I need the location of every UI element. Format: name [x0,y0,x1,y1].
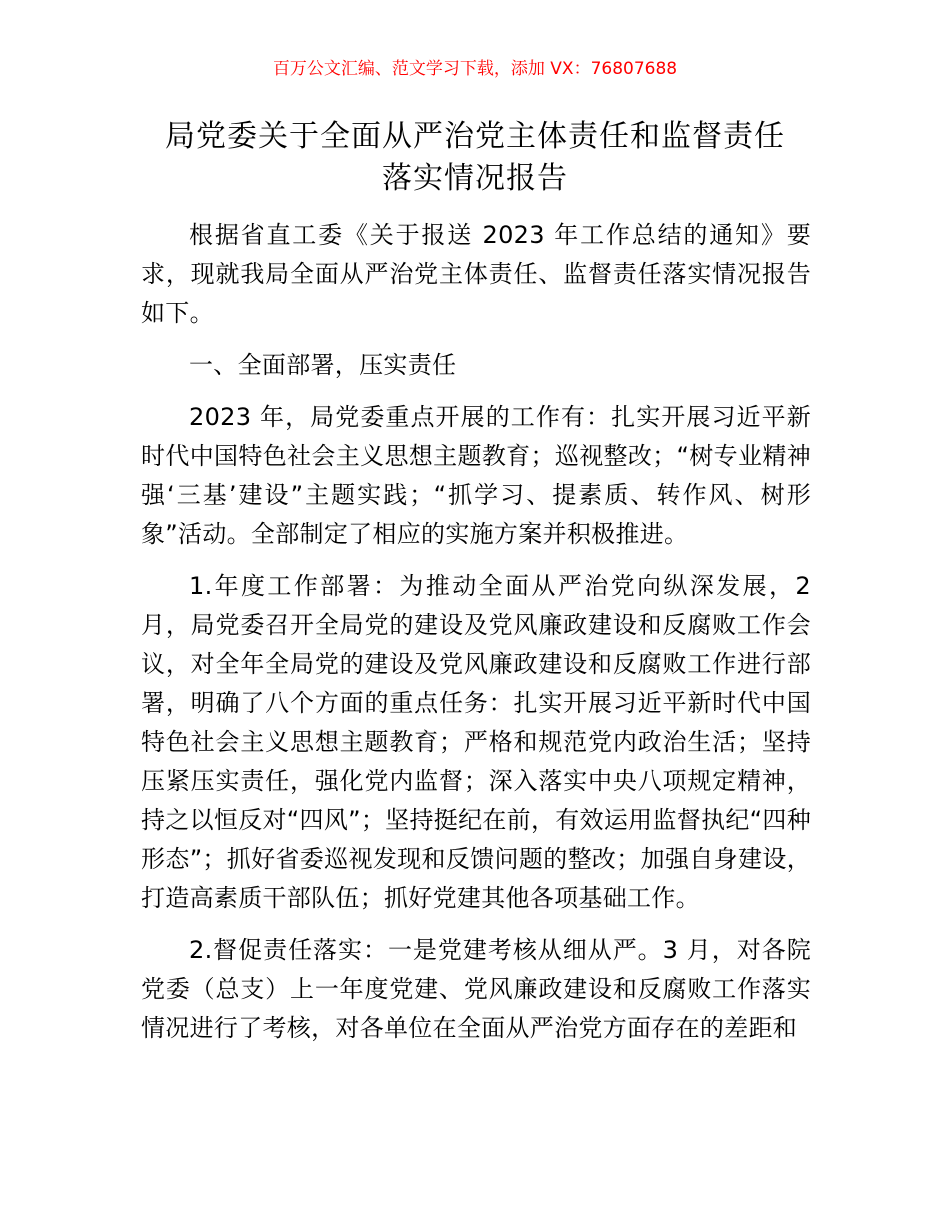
paragraph-annual-deployment: 1.年度工作部署：为推动全面从严治党向纵深发展，2月，局党委召开全局党的建设及党风廉政建设和反腐败工作会议，对全年全局党的建设及党风廉政建设和反腐败工作进行部署，明确了八个方面的重点任务：扎实开展习近平新时代中国特色社会主义思想主题教育；严格和规范党内政治生活；坚持压紧压实责任，强化党内监督；深入落实中央八项规定精神，持之以恒反对“四风”；坚持挺纪在前，有效运用监督执纪“四种形态”；抓好省委巡视发现和反馈问题的整改；加强自身建设，打造高素质干部队伍；抓好党建其他各项基础工作。 [141,572,811,912]
paragraph-responsibility-implementation: 2.督促责任落实：一是党建考核从细从严。3 月，对各院党委（总支）上一年度党建、党风廉政建设和反腐败工作落实情况进行了考核，对各单位在全面从严治党方面存在的差距和 [141,936,811,1042]
document-body [141,216,811,1061]
title-line-2: 落实情况报告 [382,161,568,196]
title-line-1: 局党委关于全面从严治党主体责任和监督责任 [165,119,785,154]
section-heading-1: 一、全面部署，压实责任 [189,351,457,379]
document-title [100,116,850,200]
header-watermark-note: 百万公文汇编、范文学习下载，添加 VX：76807688 [272,59,678,79]
paragraph-intro: 根据省直工委《关于报送 2023 年工作总结的通知》要求，现就我局全面从严治党主体责任、监督责任落实情况报告如下。 [141,221,811,327]
paragraph-overview-2023: 2023 年，局党委重点开展的工作有：扎实开展习近平新时代中国特色社会主义思想主题教育；巡视整改；“树专业精神强‘三基’建设”主题实践；“抓学习、提素质、转作风、树形象”活动。全部制定了相应的实施方案并积极推进。 [141,403,811,548]
